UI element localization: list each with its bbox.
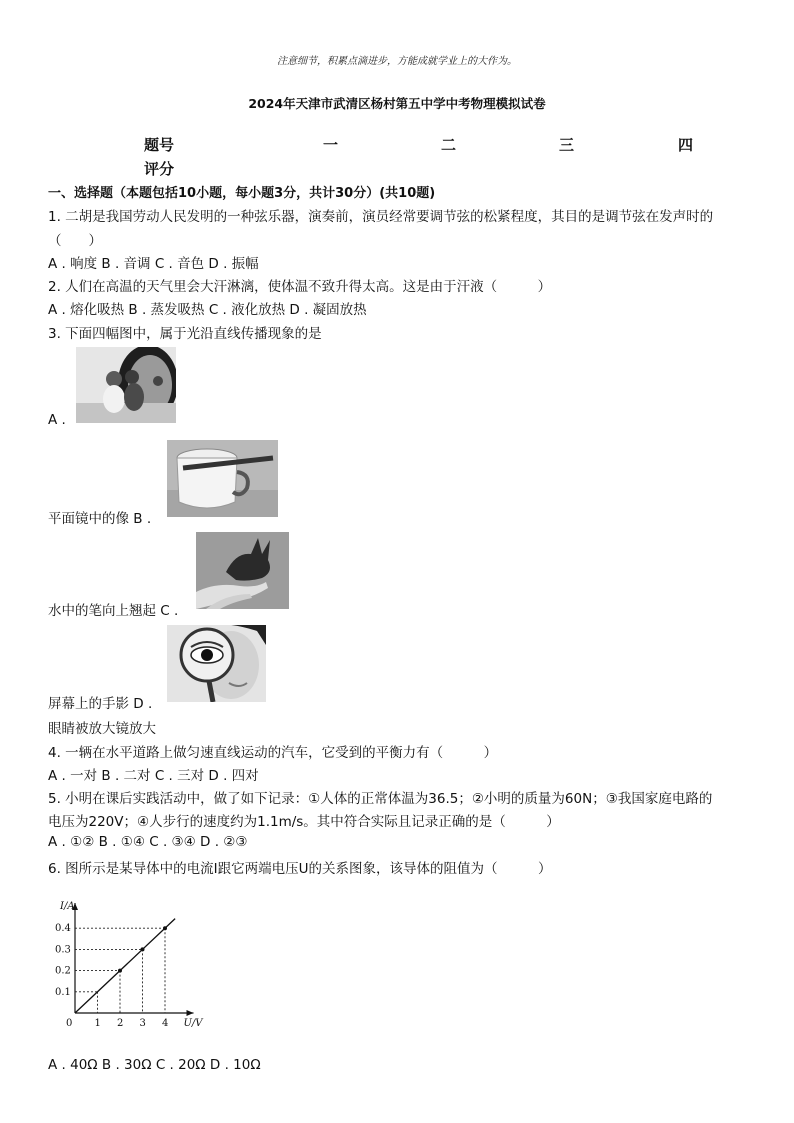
y-axis-label: I/A — [60, 901, 75, 912]
y-tick-label: 0.1 — [55, 986, 71, 998]
question-5-stem-line2: 电压为220V；④人步行的速度约为1.1m/s。其中符合实际且记录正确的是（ ） — [48, 814, 560, 830]
option-d-photo — [167, 625, 266, 702]
question-2-options: A . 熔化吸热 B . 蒸发吸热 C . 液化放热 D . 凝固放热 — [48, 302, 367, 318]
y-tick-label: 0.3 — [55, 944, 71, 956]
section-heading: 一、选择题（本题包括10小题，每小题3分，共计30分）(共10题) — [48, 186, 436, 201]
page-title: 2024年天津市武清区杨村第五中学中考物理模拟试卷 — [248, 96, 546, 111]
question-4-options: A . 一对 B . 二对 C . 三对 D . 四对 — [48, 768, 259, 784]
score-col-1: 一 — [323, 136, 339, 154]
option-b-label: 平面镜中的像 B . — [48, 511, 152, 527]
question-4-stem: 4. 一辆在水平道路上做匀速直线运动的汽车，它受到的平衡力有（ ） — [48, 745, 498, 761]
score-table-score-label: 评分 — [144, 160, 175, 178]
option-b-photo — [167, 440, 278, 517]
data-line — [75, 919, 175, 1013]
score-table-row-label: 题号 — [144, 136, 175, 154]
x-tick-label: 1 — [94, 1018, 101, 1029]
option-a-photo — [76, 347, 176, 423]
origin-label: 0 — [66, 1018, 73, 1029]
question-2-stem: 2. 人们在高温的天气里会大汗淋漓，使体温不致升得太高。这是由于汗液（ ） — [48, 279, 552, 295]
score-col-2: 二 — [441, 136, 457, 154]
score-col-4: 四 — [678, 136, 694, 154]
data-point — [163, 926, 167, 930]
x-tick-label: 3 — [139, 1018, 146, 1029]
score-col-3: 三 — [559, 136, 575, 154]
y-tick-label: 0.2 — [55, 965, 71, 977]
motto: 注意细节，积累点滴进步，方能成就学业上的大作为。 — [277, 56, 517, 67]
option-c-photo — [196, 532, 289, 609]
x-axis-label: U/V — [183, 1018, 203, 1029]
question-3-stem: 3. 下面四幅图中，属于光沿直线传播现象的是 — [48, 326, 322, 342]
x-tick-label: 2 — [117, 1018, 124, 1029]
question-5-options: A . ①② B . ①④ C . ③④ D . ②③ — [48, 834, 248, 850]
question-6-stem: 6. 图所示是某导体中的电流I跟它两端电压U的关系图象，该导体的阻值为（ ） — [48, 861, 552, 877]
data-point — [118, 969, 122, 973]
question-1-stem: 1. 二胡是我国劳动人民发明的一种弦乐器，演奏前，演员经常要调节弦的松紧程度，其目的是调节弦在发声时的 — [48, 209, 714, 225]
question-6-options: A . 40Ω B . 30Ω C . 20Ω D . 10Ω — [48, 1057, 261, 1073]
question-5-stem-line1: 5. 小明在课后实践活动中，做了如下记录：①人体的正常体温为36.5；②小明的质量为60N；③我国家庭电路的 — [48, 791, 713, 807]
data-point — [141, 947, 145, 951]
question-1-options: A . 响度 B . 音调 C . 音色 D . 振幅 — [48, 256, 259, 272]
x-tick-label: 4 — [162, 1018, 169, 1029]
option-d-caption: 眼睛被放大镜放大 — [48, 721, 156, 737]
y-tick-label: 0.4 — [55, 923, 71, 935]
question-1-blank: （ ） — [48, 233, 102, 249]
option-c-label: 水中的笔向上翘起 C . — [48, 603, 179, 619]
option-d-label: 屏幕上的手影 D . — [48, 696, 153, 712]
iu-graph — [50, 895, 220, 1035]
option-a-label: A . — [48, 412, 66, 428]
x-axis-arrow — [187, 1010, 194, 1016]
